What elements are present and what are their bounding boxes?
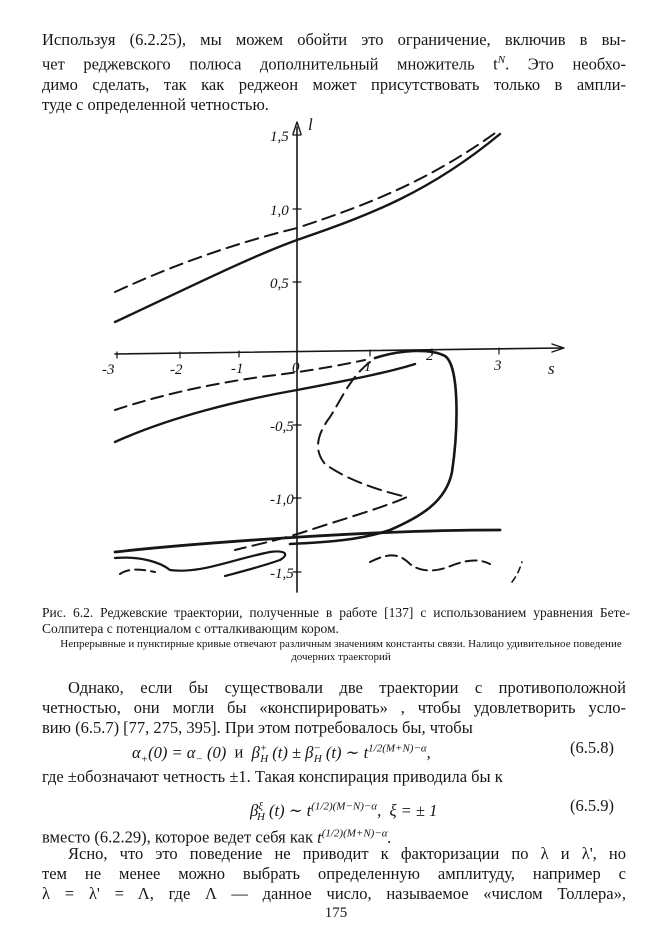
solid-daughter-trajectory-3 [115, 551, 285, 576]
x-axis-label: s [548, 359, 555, 378]
y-tick-label: 1,0 [270, 203, 289, 219]
x-tick-label: 0 [292, 360, 300, 376]
intro-line-2 [42, 50, 626, 75]
body-paragraph-2 [42, 767, 626, 787]
intro-line-1: Используя (6.2.25), мы можем обойти это ограничение, включив в вы- [42, 30, 626, 49]
dashed-daughter-s-curve [235, 362, 407, 550]
x-axis [115, 348, 562, 354]
y-tick-label: 1,5 [270, 129, 289, 145]
body-p4-line-1: Ясно, что это поведение не приводит к факторизации по λ и λ', но [68, 844, 626, 863]
y-tick-label: -0,5 [270, 419, 294, 435]
body-p1-line-2: четностью, они могли бы «конспирировать» , чтобы удовлетворить усло- [42, 698, 626, 717]
body-p4-line-3: λ = λ' = Λ, где Λ — данное число, называемое «числом Толлера», [42, 884, 626, 903]
body-p3-formula: $t^{(1/2)(M+N)-\alpha}$. [317, 827, 392, 847]
intro-line-2-sup: N [497, 54, 506, 66]
x-tick-label: 3 [494, 358, 502, 374]
x-tick-label: -1 [231, 361, 244, 377]
intro-line-4: туде с определенной четностью. [42, 94, 269, 114]
body-p4-line-2: тем не менее можно выбрать определенную амплитуду, например с [42, 864, 626, 883]
intro-line-2-text: чет реджевского полюса дополнительный множитель t [42, 54, 498, 74]
body-paragraph-1 [42, 678, 626, 738]
x-tick-label: -3 [102, 362, 115, 378]
eq1-right: $\beta^+_H$ $(t) \pm \beta^-_H$ (t) ∼ $t^{1/2(M+N)-\alpha}$, [251, 742, 431, 765]
x-tick-label: 1 [364, 359, 372, 375]
figure-note: Непрерывные и пунктирные кривые отвечают различным значениям константы связи. Налицо удивительное поведение дочерних траекторий [60, 638, 622, 663]
solid-daughter-trajectory-2 [115, 530, 500, 552]
body-p1-line-1: Однако, если бы существовали две траектории с противоположной [68, 678, 626, 697]
y-tick-label: -1,0 [270, 492, 294, 508]
x-tick-label: 2 [426, 348, 434, 364]
dashed-leading-trajectory [115, 131, 498, 292]
regge-trajectory-figure [100, 112, 580, 602]
dashed-daughter-trajectory-2 [120, 570, 155, 574]
body-paragraph-4 [42, 844, 626, 904]
dashed-daughter-trajectory-3 [370, 555, 490, 570]
solid-daughter-loop [290, 351, 456, 544]
intro-line-3: димо сделать, так как реджеон может присутствовать только в ампли- [42, 74, 626, 94]
intro-paragraph [42, 30, 626, 115]
y-tick-label: -1,5 [270, 566, 294, 582]
body-p1-line-3: вию (6.5.7) [77, 275, 395]. При этом потребовалось бы, чтобы [42, 718, 473, 737]
figure-caption: Рис. 6.2. Реджевские траектории, полученные в работе [137] с использованием уравнения Бете-Солпитера с потенциалом с отталкивающим кором. [42, 605, 630, 636]
eq1-left: $\alpha_+(0) = \alpha_-$ (0) [132, 742, 227, 765]
intro-line-2-tail: . Это необхо- [505, 54, 626, 74]
equation-number-6-5-9: (6.5.9) [570, 796, 614, 815]
equation-6-5-8: $\alpha_+(0) = \alpha_-$ (0) и $\beta^+_H$ $(t) \pm \beta^-_H$ (t) ∼ $t^{1/2(M+N)-\alpha}$, [132, 742, 431, 765]
y-tick-label: 0,5 [270, 276, 289, 292]
y-axis-label: l [308, 115, 313, 134]
body-p2-line: где ±обозначают четность ±1. Такая конспирация приводила бы к [42, 767, 503, 786]
equation-number-6-5-8: (6.5.8) [570, 738, 614, 757]
x-tick-label: -2 [170, 362, 183, 378]
dashed-daughter-tail [512, 562, 522, 582]
body-p3-text: вместо (6.2.29), которое ведет себя как [42, 827, 313, 847]
page-number: 175 [324, 905, 348, 921]
equation-6-5-9: $\beta^\xi_H$ (t) ∼ $t^{(1/2)(M-N)-\alpha}$, ξ = ± 1 [250, 800, 438, 823]
solid-leading-trajectory [115, 134, 500, 322]
